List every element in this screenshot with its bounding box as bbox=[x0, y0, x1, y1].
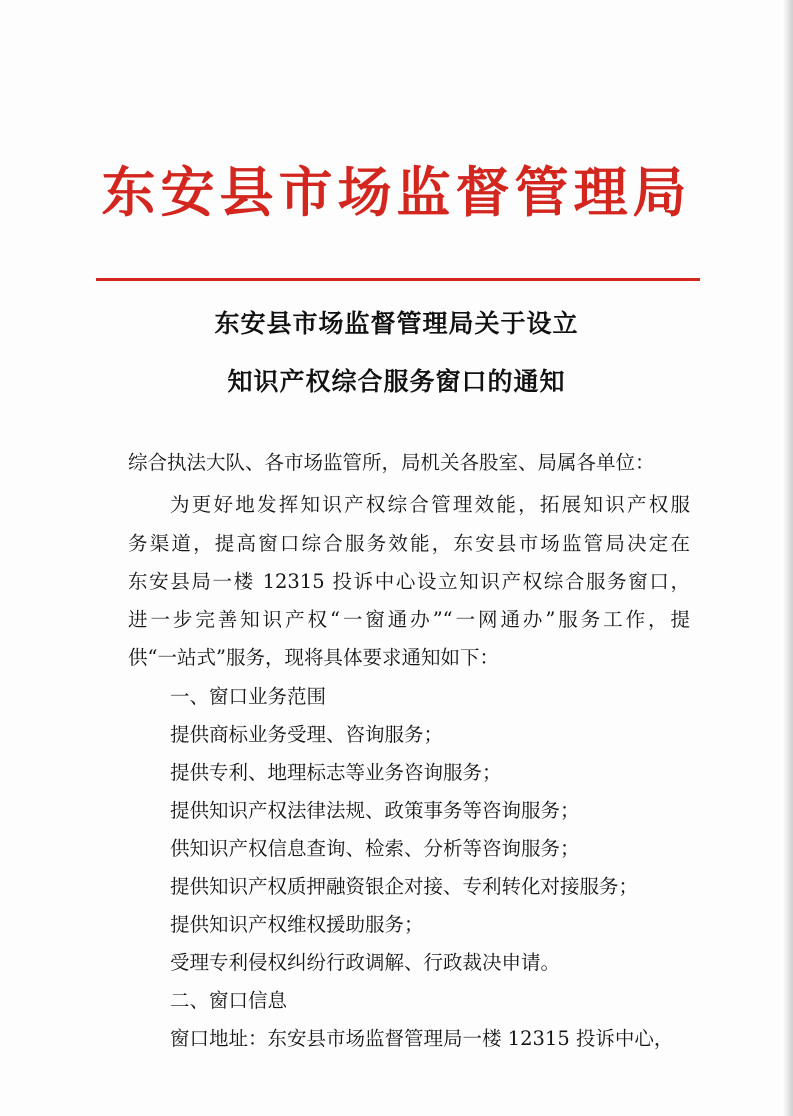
scope-item: 提供商标业务受理、咨询服务； bbox=[170, 723, 444, 746]
intro-line-4: 进一步完善知识产权“一窗通办”“一网通办”服务工作，提 bbox=[128, 608, 690, 631]
scope-item: 提供知识产权质押融资银企对接、专利转化对接服务； bbox=[170, 875, 639, 898]
section-2-heading: 二、窗口信息 bbox=[170, 989, 288, 1012]
scope-item: 供知识产权信息查询、检索、分析等咨询服务； bbox=[170, 837, 580, 860]
salutation: 综合执法大队、各市场监管所，局机关各股室、局属各单位： bbox=[128, 451, 655, 474]
document-title-line-1: 东安县市场监督管理局关于设立 bbox=[214, 309, 579, 338]
document-title-line-2: 知识产权综合服务窗口的通知 bbox=[227, 367, 566, 396]
section-1-heading: 一、窗口业务范围 bbox=[170, 685, 327, 708]
masthead-red-rule bbox=[96, 278, 700, 281]
scope-item: 提供知识产权维权援助服务； bbox=[170, 913, 424, 936]
scope-item: 受理专利侵权纠纷行政调解、行政裁决申请。 bbox=[170, 951, 561, 974]
agency-masthead: 东安县市场监督管理局 bbox=[101, 160, 692, 224]
intro-line-1: 为更好地发挥知识产权综合管理效能，拓展知识产权服 bbox=[170, 493, 690, 516]
intro-line-5: 供“一站式”服务，现将具体要求通知如下： bbox=[128, 646, 499, 669]
intro-line-3: 东安县局一楼 12315 投诉中心设立知识产权综合服务窗口， bbox=[128, 570, 690, 593]
scope-item: 提供知识产权法律法规、政策事务等咨询服务； bbox=[170, 799, 580, 822]
scope-item: 提供专利、地理标志等业务咨询服务； bbox=[170, 761, 502, 784]
window-address-line: 窗口地址：东安县市场监督管理局一楼 12315 投诉中心， bbox=[170, 1027, 674, 1050]
intro-line-2: 务渠道，提高窗口综合服务效能，东安县市场监管局决定在 bbox=[128, 532, 690, 555]
